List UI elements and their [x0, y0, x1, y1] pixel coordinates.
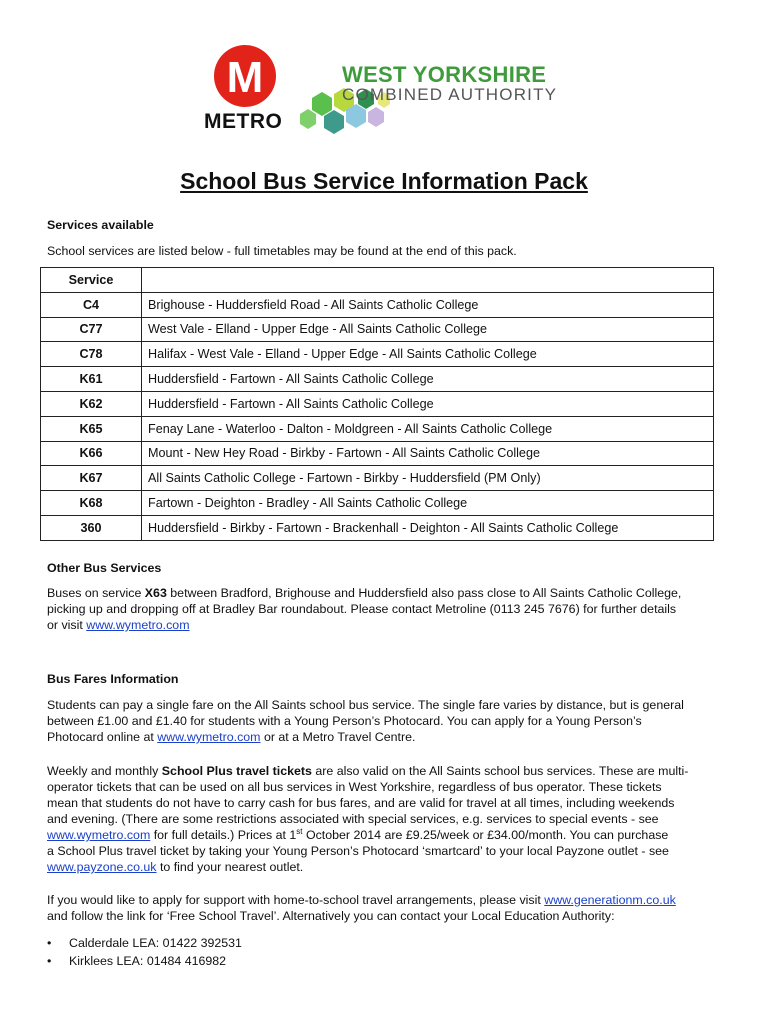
- service-code: K68: [41, 491, 142, 516]
- bullet-icon: •: [47, 936, 52, 950]
- generationm-link[interactable]: www.generationm.co.uk: [544, 893, 676, 907]
- header-logos: [196, 44, 576, 136]
- service-code: K62: [41, 391, 142, 416]
- table-row: [41, 466, 714, 491]
- metro-logo-text: METRO: [204, 110, 283, 133]
- table-row: [41, 416, 714, 441]
- wyca-logo-line1: WEST YORKSHIRE: [342, 62, 547, 87]
- list-item: [47, 934, 242, 952]
- table-row: [41, 317, 714, 342]
- service-route: Huddersfield - Birkby - Fartown - Brackenhall - Deighton - All Saints Catholic College: [142, 515, 714, 540]
- table-header-row: [41, 268, 714, 293]
- service-route: All Saints Catholic College - Fartown - Birkby - Huddersfield (PM Only): [142, 466, 714, 491]
- service-route: Fenay Lane - Waterloo - Dalton - Moldgreen - All Saints Catholic College: [142, 416, 714, 441]
- services-table: [40, 267, 714, 541]
- service-route: West Vale - Elland - Upper Edge - All Saints Catholic College: [142, 317, 714, 342]
- lea-contact-list: [47, 934, 242, 970]
- table-row: [41, 342, 714, 367]
- fares-p2-line2: operator tickets that can be used on all bus services in West Yorkshire, regardless of bus operator. These tickets: [47, 780, 662, 794]
- contact-kirklees: Kirklees LEA: 01484 416982: [69, 954, 227, 968]
- service-route: Fartown - Deighton - Bradley - All Saints Catholic College: [142, 491, 714, 516]
- service-route: Mount - New Hey Road - Birkby - Fartown - All Saints Catholic College: [142, 441, 714, 466]
- fares-p2-line7: www.payzone.co.uk to find your nearest outlet.: [47, 860, 304, 874]
- wymetro-photocard-link[interactable]: www.wymetro.com: [157, 730, 261, 744]
- table-row: [41, 292, 714, 317]
- wymetro-link[interactable]: www.wymetro.com: [86, 618, 190, 632]
- fares-p3-line2: and follow the link for ‘Free School Travel’. Alternatively you can contact your Local Education Authority:: [47, 909, 615, 923]
- other-services-line2: picking up and dropping off at Bradley Bar roundabout. Please contact Metroline (0113 245 7676) for further details: [47, 602, 677, 616]
- payzone-link[interactable]: www.payzone.co.uk: [47, 860, 157, 874]
- service-route: Brighouse - Huddersfield Road - All Saints Catholic College: [142, 292, 714, 317]
- contact-calderdale: Calderdale LEA: 01422 392531: [69, 936, 242, 950]
- page-title: School Bus Service Information Pack: [180, 168, 588, 194]
- wymetro-details-link[interactable]: www.wymetro.com: [47, 828, 151, 842]
- fares-p2-line3: mean that students do not have to carry cash for bus fares, and are valid for travel at all times, including weekends: [47, 796, 675, 810]
- service-route: Huddersfield - Fartown - All Saints Catholic College: [142, 367, 714, 392]
- table-row: [41, 367, 714, 392]
- service-code: C77: [41, 317, 142, 342]
- service-code: K61: [41, 367, 142, 392]
- other-services-line3: or visit www.wymetro.com: [47, 618, 190, 632]
- service-code: C4: [41, 292, 142, 317]
- header-route: [142, 268, 714, 293]
- fares-p1-line3: Photocard online at www.wymetro.com or at a Metro Travel Centre.: [47, 730, 416, 744]
- fares-p1-line1: Students can pay a single fare on the All Saints school bus service. The single fare varies by distance, but is general: [47, 698, 684, 712]
- table-row: [41, 391, 714, 416]
- service-code: K67: [41, 466, 142, 491]
- fares-heading: Bus Fares Information: [47, 672, 179, 686]
- other-services-line1: Buses on service X63 between Bradford, Brighouse and Huddersfield also pass close to All Saints Catholic College,: [47, 586, 682, 600]
- service-route: Huddersfield - Fartown - All Saints Catholic College: [142, 391, 714, 416]
- header-service: Service: [41, 268, 142, 293]
- service-route: Halifax - West Vale - Elland - Upper Edge - All Saints Catholic College: [142, 342, 714, 367]
- service-code: 360: [41, 515, 142, 540]
- fares-p1-line2: between £1.00 and £1.40 for students with a Young Person’s Photocard. You can apply for a Young Person’s: [47, 714, 642, 728]
- bullet-icon: •: [47, 954, 52, 968]
- fares-p3-line1: If you would like to apply for support with home-to-school travel arrangements, please visit www.generationm.co.uk: [47, 893, 676, 907]
- services-heading: Services available: [47, 218, 154, 232]
- metro-logo-letter: M: [226, 53, 264, 102]
- services-intro: School services are listed below - full timetables may be found at the end of this pack.: [47, 244, 517, 258]
- fares-p2-line6: a School Plus travel ticket by taking your Young Person’s Photocard ‘smartcard’ to your local Payzone outlet - see: [47, 844, 669, 858]
- service-code: K65: [41, 416, 142, 441]
- table-row: [41, 515, 714, 540]
- table-row: [41, 491, 714, 516]
- fares-p2-line1: Weekly and monthly School Plus travel tickets are also valid on the All Saints school bus services. These are multi-: [47, 764, 689, 778]
- wyca-logo-line2: COMBINED AUTHORITY: [342, 85, 558, 104]
- fares-p2-line5: www.wymetro.com for full details.) Prices at 1st October 2014 are £9.25/week or £34.00/month. You can purchase: [47, 827, 669, 842]
- list-item: [47, 952, 242, 970]
- table-row: [41, 441, 714, 466]
- other-services-heading: Other Bus Services: [47, 561, 162, 575]
- fares-p2-line4: and evening. (There are some restrictions associated with special services, e.g. services to special events - see: [47, 812, 659, 826]
- service-code: K66: [41, 441, 142, 466]
- service-code: C78: [41, 342, 142, 367]
